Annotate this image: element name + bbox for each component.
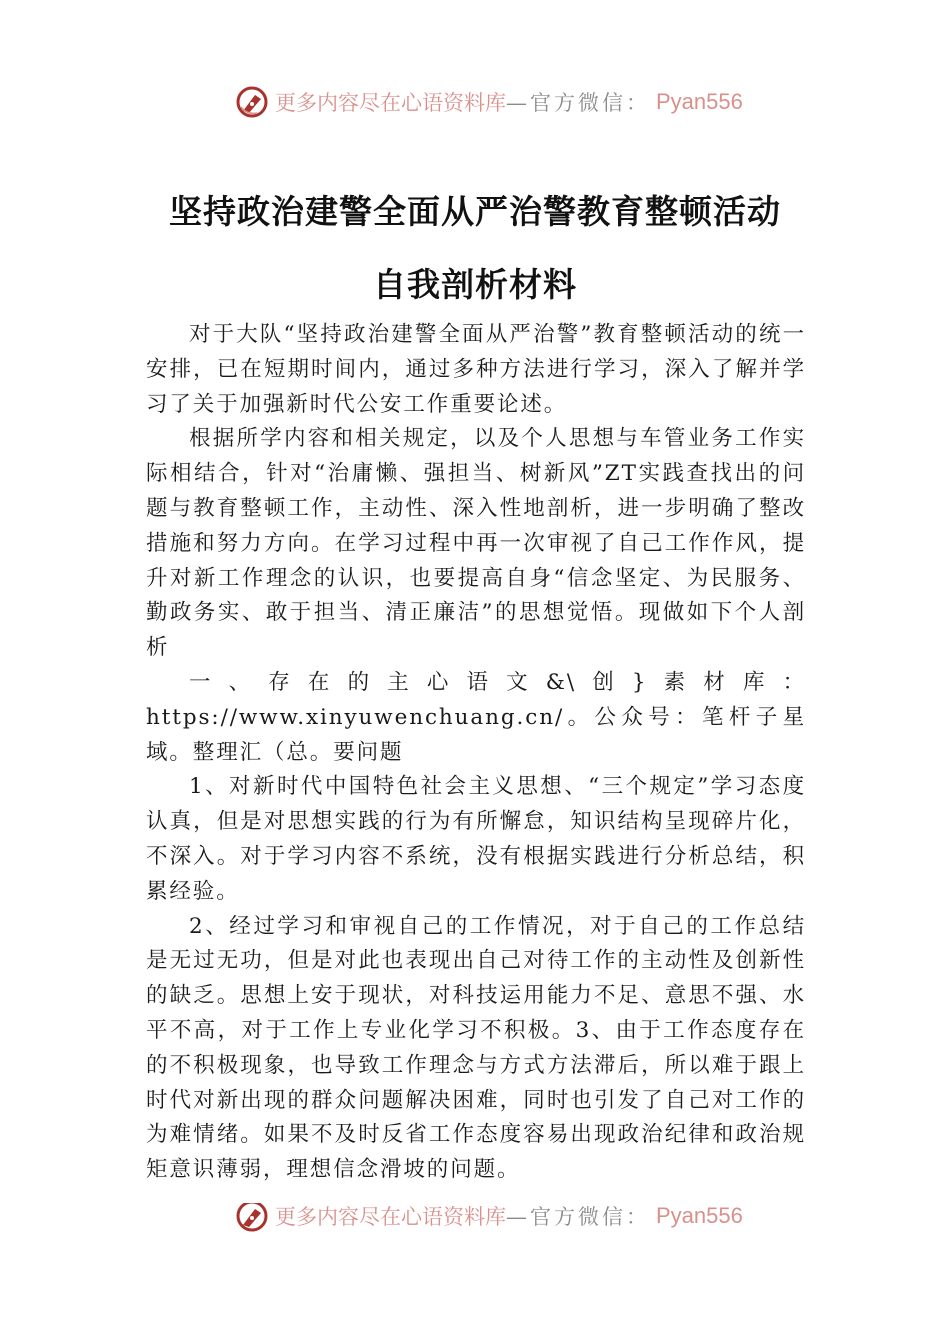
watermark-slogan: 更多内容尽在心语资料库 (275, 91, 506, 115)
watermark-wechat-id: Pyan556 (656, 1203, 743, 1228)
watermark-slogan: 更多内容尽在心语资料库 (275, 1205, 506, 1229)
watermark-wechat-id: Pyan556 (656, 89, 743, 114)
document-body (146, 318, 806, 1188)
document-title-line2: 自我剖析材料 (373, 265, 577, 304)
paragraph-section-heading: 一、存在的主心语文&\创}素材库：https://www.xinyuwenchuang.cn/。公众号：笔杆子星域。整理汇（总。要问题 (146, 669, 806, 765)
footer-watermark (235, 1203, 743, 1237)
paragraph-intro: 对于大队“坚持政治建警全面从严治警”教育整顿活动的统一安排，已在短期时间内，通过多种方法进行学习，深入了解并学习了关于加强新时代公安工作重要论述。 (146, 322, 806, 417)
paragraph-context: 根据所学内容和相关规定，以及个人思想与车管业务工作实际相结合，针对“治庸懒、强担当、树新风”ZT实践查找出的问题与教育整顿工作，主动性、深入性地剖析，进一步明确了整改措施和努力方向。在学习过程中再一次审视了自己工作作风，提升对新工作理念的认识，也要提高自身“信念坚定、为民服务、勤政务实、敢于担当、清正廉洁”的思想觉悟。现做如下个人剖析 (146, 426, 806, 661)
watermark-wechat-label: —官方微信： (506, 91, 650, 115)
watermark-wechat-label: —官方微信： (506, 1205, 650, 1229)
pen-nib-logo-icon (235, 1203, 269, 1233)
paragraph-problem-2-3: 2、经过学习和审视自己的工作情况，对于自己的工作总结是无过无功，但是对此也表现出自己对待工作的主动性及创新性的缺乏。思想上安于现状，对科技运用能力不足、意思不强、水平不高，对于工作上专业化学习不积极。3、由于工作态度存在的不积极现象，也导致工作理念与方式方法滞后，所以难于跟上时代对新出现的群众问题解决困难，同时也引发了自己对工作的为难情绪。如果不及时反省工作态度容易出现政治纪律和政治规矩意识薄弱，理想信念滑坡的问题。 (146, 913, 806, 1183)
document-title-line1: 坚持政治建警全面从严治警教育整顿活动 (169, 192, 781, 231)
header-watermark (235, 82, 743, 122)
pen-nib-logo-icon (235, 85, 269, 119)
paragraph-problem-1: 1、对新时代中国特色社会主义思想、“三个规定”学习态度认真，但是对思想实践的行为有所懈怠，知识结构呈现碎片化，不深入。对于学习内容不系统，没有根据实践进行分析总结，积累经验。 (146, 774, 806, 904)
